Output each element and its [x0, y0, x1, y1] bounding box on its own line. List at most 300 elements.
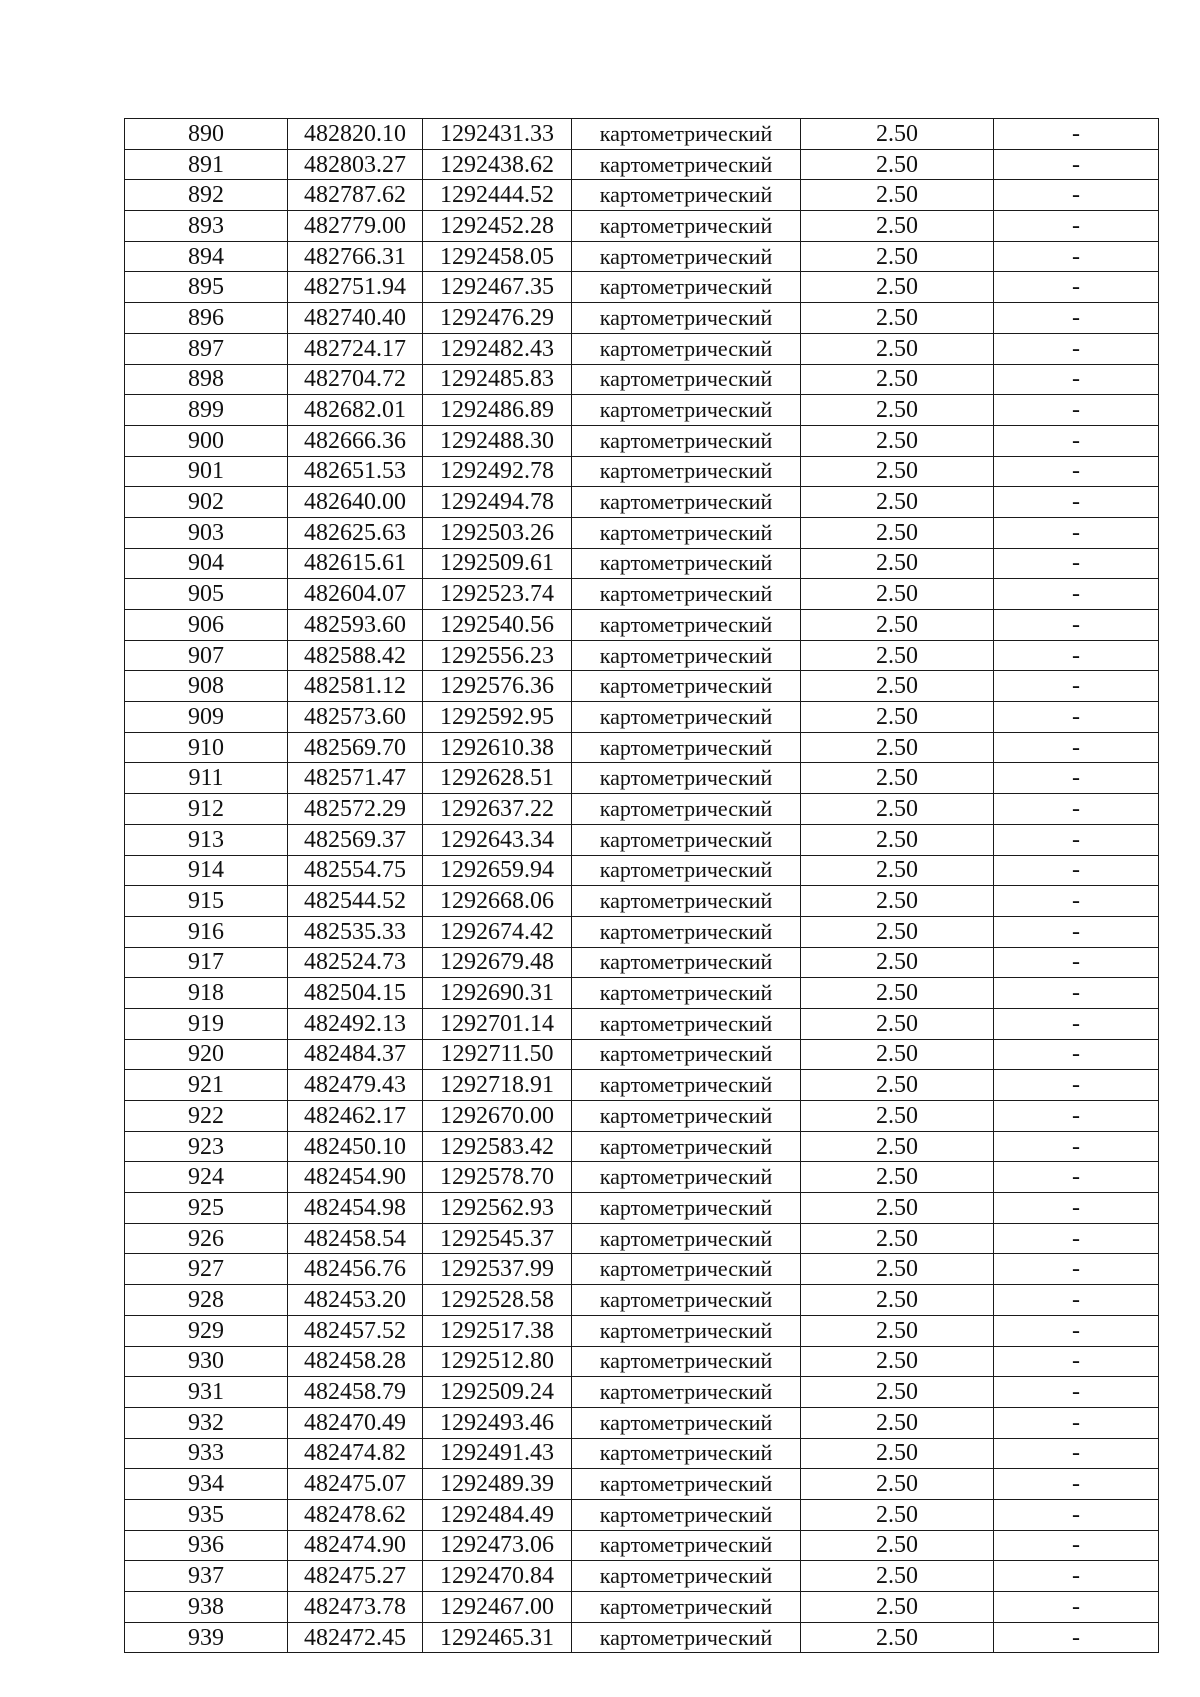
x-coordinate-cell: 482593.60	[288, 610, 423, 641]
note-cell: -	[994, 364, 1159, 395]
y-coordinate-cell: 1292540.56	[423, 610, 572, 641]
table-row	[125, 1315, 1159, 1346]
point-number-cell: 892	[125, 180, 288, 211]
table-row	[125, 1561, 1159, 1592]
point-number-cell: 890	[125, 119, 288, 150]
method-cell: картометрический	[572, 855, 801, 886]
y-coordinate-cell: 1292592.95	[423, 702, 572, 733]
accuracy-cell: 2.50	[801, 1039, 994, 1070]
point-number-cell: 934	[125, 1469, 288, 1500]
point-number-cell: 928	[125, 1285, 288, 1316]
x-coordinate-cell: 482787.62	[288, 180, 423, 211]
point-number-cell: 932	[125, 1407, 288, 1438]
y-coordinate-cell: 1292610.38	[423, 732, 572, 763]
point-number-cell: 931	[125, 1377, 288, 1408]
table-row	[125, 487, 1159, 518]
table-row	[125, 1499, 1159, 1530]
method-cell: картометрический	[572, 763, 801, 794]
accuracy-cell: 2.50	[801, 855, 994, 886]
accuracy-cell: 2.50	[801, 916, 994, 947]
x-coordinate-cell: 482581.12	[288, 671, 423, 702]
y-coordinate-cell: 1292458.05	[423, 241, 572, 272]
accuracy-cell: 2.50	[801, 548, 994, 579]
point-number-cell: 926	[125, 1223, 288, 1254]
method-cell: картометрический	[572, 1162, 801, 1193]
y-coordinate-cell: 1292485.83	[423, 364, 572, 395]
accuracy-cell: 2.50	[801, 1254, 994, 1285]
point-number-cell: 910	[125, 732, 288, 763]
accuracy-cell: 2.50	[801, 1499, 994, 1530]
x-coordinate-cell: 482554.75	[288, 855, 423, 886]
accuracy-cell: 2.50	[801, 119, 994, 150]
table-row	[125, 1469, 1159, 1500]
note-cell: -	[994, 855, 1159, 886]
coordinates-table	[124, 118, 1159, 1653]
y-coordinate-cell: 1292444.52	[423, 180, 572, 211]
y-coordinate-cell: 1292489.39	[423, 1469, 572, 1500]
note-cell: -	[994, 1039, 1159, 1070]
y-coordinate-cell: 1292556.23	[423, 640, 572, 671]
method-cell: картометрический	[572, 671, 801, 702]
accuracy-cell: 2.50	[801, 824, 994, 855]
table-row	[125, 1254, 1159, 1285]
y-coordinate-cell: 1292482.43	[423, 333, 572, 364]
y-coordinate-cell: 1292431.33	[423, 119, 572, 150]
method-cell: картометрический	[572, 794, 801, 825]
x-coordinate-cell: 482472.45	[288, 1622, 423, 1653]
point-number-cell: 922	[125, 1101, 288, 1132]
method-cell: картометрический	[572, 732, 801, 763]
accuracy-cell: 2.50	[801, 333, 994, 364]
method-cell: картометрический	[572, 824, 801, 855]
accuracy-cell: 2.50	[801, 425, 994, 456]
point-number-cell: 905	[125, 579, 288, 610]
note-cell: -	[994, 702, 1159, 733]
point-number-cell: 927	[125, 1254, 288, 1285]
x-coordinate-cell: 482820.10	[288, 119, 423, 150]
method-cell: картометрический	[572, 702, 801, 733]
accuracy-cell: 2.50	[801, 1346, 994, 1377]
method-cell: картометрический	[572, 180, 801, 211]
x-coordinate-cell: 482640.00	[288, 487, 423, 518]
point-number-cell: 936	[125, 1530, 288, 1561]
method-cell: картометрический	[572, 579, 801, 610]
point-number-cell: 930	[125, 1346, 288, 1377]
x-coordinate-cell: 482572.29	[288, 794, 423, 825]
method-cell: картометрический	[572, 272, 801, 303]
point-number-cell: 904	[125, 548, 288, 579]
x-coordinate-cell: 482453.20	[288, 1285, 423, 1316]
note-cell: -	[994, 824, 1159, 855]
method-cell: картометрический	[572, 395, 801, 426]
note-cell: -	[994, 1285, 1159, 1316]
y-coordinate-cell: 1292711.50	[423, 1039, 572, 1070]
note-cell: -	[994, 1438, 1159, 1469]
x-coordinate-cell: 482473.78	[288, 1592, 423, 1623]
point-number-cell: 911	[125, 763, 288, 794]
x-coordinate-cell: 482588.42	[288, 640, 423, 671]
note-cell: -	[994, 1469, 1159, 1500]
note-cell: -	[994, 1101, 1159, 1132]
method-cell: картометрический	[572, 548, 801, 579]
x-coordinate-cell: 482766.31	[288, 241, 423, 272]
x-coordinate-cell: 482457.52	[288, 1315, 423, 1346]
note-cell: -	[994, 425, 1159, 456]
table-row	[125, 211, 1159, 242]
note-cell: -	[994, 794, 1159, 825]
method-cell: картометрический	[572, 241, 801, 272]
table-row	[125, 517, 1159, 548]
accuracy-cell: 2.50	[801, 1070, 994, 1101]
accuracy-cell: 2.50	[801, 1315, 994, 1346]
y-coordinate-cell: 1292679.48	[423, 947, 572, 978]
method-cell: картометрический	[572, 333, 801, 364]
accuracy-cell: 2.50	[801, 886, 994, 917]
x-coordinate-cell: 482475.07	[288, 1469, 423, 1500]
table-row	[125, 1162, 1159, 1193]
table-row	[125, 395, 1159, 426]
accuracy-cell: 2.50	[801, 1622, 994, 1653]
point-number-cell: 924	[125, 1162, 288, 1193]
y-coordinate-cell: 1292486.89	[423, 395, 572, 426]
note-cell: -	[994, 732, 1159, 763]
point-number-cell: 938	[125, 1592, 288, 1623]
y-coordinate-cell: 1292465.31	[423, 1622, 572, 1653]
accuracy-cell: 2.50	[801, 763, 994, 794]
method-cell: картометрический	[572, 425, 801, 456]
x-coordinate-cell: 482450.10	[288, 1131, 423, 1162]
accuracy-cell: 2.50	[801, 732, 994, 763]
y-coordinate-cell: 1292509.24	[423, 1377, 572, 1408]
x-coordinate-cell: 482571.47	[288, 763, 423, 794]
x-coordinate-cell: 482454.98	[288, 1193, 423, 1224]
point-number-cell: 925	[125, 1193, 288, 1224]
accuracy-cell: 2.50	[801, 702, 994, 733]
note-cell: -	[994, 1407, 1159, 1438]
y-coordinate-cell: 1292493.46	[423, 1407, 572, 1438]
method-cell: картометрический	[572, 978, 801, 1009]
accuracy-cell: 2.50	[801, 1131, 994, 1162]
x-coordinate-cell: 482454.90	[288, 1162, 423, 1193]
x-coordinate-cell: 482569.70	[288, 732, 423, 763]
note-cell: -	[994, 1223, 1159, 1254]
accuracy-cell: 2.50	[801, 1438, 994, 1469]
method-cell: картометрический	[572, 1407, 801, 1438]
point-number-cell: 935	[125, 1499, 288, 1530]
note-cell: -	[994, 333, 1159, 364]
accuracy-cell: 2.50	[801, 1469, 994, 1500]
point-number-cell: 939	[125, 1622, 288, 1653]
point-number-cell: 937	[125, 1561, 288, 1592]
method-cell: картометрический	[572, 1101, 801, 1132]
note-cell: -	[994, 1254, 1159, 1285]
x-coordinate-cell: 482475.27	[288, 1561, 423, 1592]
table-row	[125, 671, 1159, 702]
accuracy-cell: 2.50	[801, 272, 994, 303]
method-cell: картометрический	[572, 1346, 801, 1377]
y-coordinate-cell: 1292637.22	[423, 794, 572, 825]
y-coordinate-cell: 1292562.93	[423, 1193, 572, 1224]
point-number-cell: 923	[125, 1131, 288, 1162]
note-cell: -	[994, 1499, 1159, 1530]
x-coordinate-cell: 482458.54	[288, 1223, 423, 1254]
note-cell: -	[994, 1162, 1159, 1193]
x-coordinate-cell: 482492.13	[288, 1008, 423, 1039]
x-coordinate-cell: 482479.43	[288, 1070, 423, 1101]
note-cell: -	[994, 916, 1159, 947]
note-cell: -	[994, 119, 1159, 150]
accuracy-cell: 2.50	[801, 303, 994, 334]
point-number-cell: 895	[125, 272, 288, 303]
x-coordinate-cell: 482478.62	[288, 1499, 423, 1530]
point-number-cell: 915	[125, 886, 288, 917]
table-row	[125, 364, 1159, 395]
accuracy-cell: 2.50	[801, 395, 994, 426]
x-coordinate-cell: 482803.27	[288, 149, 423, 180]
y-coordinate-cell: 1292578.70	[423, 1162, 572, 1193]
table-row	[125, 1070, 1159, 1101]
method-cell: картометрический	[572, 1285, 801, 1316]
x-coordinate-cell: 482666.36	[288, 425, 423, 456]
table-row	[125, 1592, 1159, 1623]
note-cell: -	[994, 1530, 1159, 1561]
table-row	[125, 732, 1159, 763]
accuracy-cell: 2.50	[801, 610, 994, 641]
point-number-cell: 909	[125, 702, 288, 733]
x-coordinate-cell: 482615.61	[288, 548, 423, 579]
x-coordinate-cell: 482569.37	[288, 824, 423, 855]
method-cell: картометрический	[572, 456, 801, 487]
note-cell: -	[994, 947, 1159, 978]
coordinates-table-body	[125, 119, 1159, 1653]
accuracy-cell: 2.50	[801, 1530, 994, 1561]
method-cell: картометрический	[572, 640, 801, 671]
y-coordinate-cell: 1292467.00	[423, 1592, 572, 1623]
point-number-cell: 901	[125, 456, 288, 487]
note-cell: -	[994, 456, 1159, 487]
note-cell: -	[994, 1315, 1159, 1346]
y-coordinate-cell: 1292492.78	[423, 456, 572, 487]
note-cell: -	[994, 610, 1159, 641]
note-cell: -	[994, 1622, 1159, 1653]
table-row	[125, 456, 1159, 487]
method-cell: картометрический	[572, 1193, 801, 1224]
table-row	[125, 702, 1159, 733]
table-row	[125, 610, 1159, 641]
table-row	[125, 149, 1159, 180]
table-row	[125, 1101, 1159, 1132]
point-number-cell: 929	[125, 1315, 288, 1346]
method-cell: картометрический	[572, 1131, 801, 1162]
method-cell: картометрический	[572, 610, 801, 641]
table-row	[125, 303, 1159, 334]
y-coordinate-cell: 1292476.29	[423, 303, 572, 334]
accuracy-cell: 2.50	[801, 149, 994, 180]
table-row	[125, 1039, 1159, 1070]
y-coordinate-cell: 1292491.43	[423, 1438, 572, 1469]
note-cell: -	[994, 1346, 1159, 1377]
x-coordinate-cell: 482474.82	[288, 1438, 423, 1469]
method-cell: картометрический	[572, 1254, 801, 1285]
accuracy-cell: 2.50	[801, 456, 994, 487]
point-number-cell: 921	[125, 1070, 288, 1101]
accuracy-cell: 2.50	[801, 180, 994, 211]
point-number-cell: 914	[125, 855, 288, 886]
accuracy-cell: 2.50	[801, 1592, 994, 1623]
accuracy-cell: 2.50	[801, 1561, 994, 1592]
x-coordinate-cell: 482751.94	[288, 272, 423, 303]
method-cell: картометрический	[572, 886, 801, 917]
method-cell: картометрический	[572, 916, 801, 947]
x-coordinate-cell: 482573.60	[288, 702, 423, 733]
point-number-cell: 894	[125, 241, 288, 272]
point-number-cell: 907	[125, 640, 288, 671]
y-coordinate-cell: 1292668.06	[423, 886, 572, 917]
x-coordinate-cell: 482544.52	[288, 886, 423, 917]
y-coordinate-cell: 1292659.94	[423, 855, 572, 886]
method-cell: картометрический	[572, 1622, 801, 1653]
note-cell: -	[994, 241, 1159, 272]
table-row	[125, 794, 1159, 825]
note-cell: -	[994, 1131, 1159, 1162]
y-coordinate-cell: 1292528.58	[423, 1285, 572, 1316]
accuracy-cell: 2.50	[801, 579, 994, 610]
y-coordinate-cell: 1292701.14	[423, 1008, 572, 1039]
point-number-cell: 933	[125, 1438, 288, 1469]
accuracy-cell: 2.50	[801, 1223, 994, 1254]
y-coordinate-cell: 1292674.42	[423, 916, 572, 947]
point-number-cell: 917	[125, 947, 288, 978]
table-row	[125, 1407, 1159, 1438]
table-row	[125, 272, 1159, 303]
accuracy-cell: 2.50	[801, 1407, 994, 1438]
y-coordinate-cell: 1292523.74	[423, 579, 572, 610]
y-coordinate-cell: 1292576.36	[423, 671, 572, 702]
y-coordinate-cell: 1292503.26	[423, 517, 572, 548]
table-row	[125, 824, 1159, 855]
table-row	[125, 978, 1159, 1009]
point-number-cell: 908	[125, 671, 288, 702]
table-row	[125, 1131, 1159, 1162]
note-cell: -	[994, 1008, 1159, 1039]
point-number-cell: 902	[125, 487, 288, 518]
note-cell: -	[994, 487, 1159, 518]
method-cell: картометрический	[572, 1530, 801, 1561]
note-cell: -	[994, 579, 1159, 610]
table-row	[125, 1438, 1159, 1469]
table-row	[125, 1622, 1159, 1653]
x-coordinate-cell: 482704.72	[288, 364, 423, 395]
point-number-cell: 920	[125, 1039, 288, 1070]
x-coordinate-cell: 482740.40	[288, 303, 423, 334]
x-coordinate-cell: 482458.79	[288, 1377, 423, 1408]
table-row	[125, 1285, 1159, 1316]
x-coordinate-cell: 482625.63	[288, 517, 423, 548]
method-cell: картометрический	[572, 1039, 801, 1070]
x-coordinate-cell: 482462.17	[288, 1101, 423, 1132]
point-number-cell: 912	[125, 794, 288, 825]
table-row	[125, 579, 1159, 610]
y-coordinate-cell: 1292467.35	[423, 272, 572, 303]
method-cell: картометрический	[572, 1469, 801, 1500]
note-cell: -	[994, 671, 1159, 702]
accuracy-cell: 2.50	[801, 794, 994, 825]
method-cell: картометрический	[572, 1315, 801, 1346]
note-cell: -	[994, 1193, 1159, 1224]
method-cell: картометрический	[572, 517, 801, 548]
y-coordinate-cell: 1292438.62	[423, 149, 572, 180]
y-coordinate-cell: 1292488.30	[423, 425, 572, 456]
note-cell: -	[994, 1592, 1159, 1623]
x-coordinate-cell: 482504.15	[288, 978, 423, 1009]
note-cell: -	[994, 763, 1159, 794]
note-cell: -	[994, 1377, 1159, 1408]
x-coordinate-cell: 482524.73	[288, 947, 423, 978]
accuracy-cell: 2.50	[801, 211, 994, 242]
point-number-cell: 906	[125, 610, 288, 641]
table-row	[125, 947, 1159, 978]
note-cell: -	[994, 303, 1159, 334]
accuracy-cell: 2.50	[801, 364, 994, 395]
y-coordinate-cell: 1292473.06	[423, 1530, 572, 1561]
accuracy-cell: 2.50	[801, 1377, 994, 1408]
point-number-cell: 891	[125, 149, 288, 180]
point-number-cell: 913	[125, 824, 288, 855]
y-coordinate-cell: 1292509.61	[423, 548, 572, 579]
y-coordinate-cell: 1292545.37	[423, 1223, 572, 1254]
point-number-cell: 916	[125, 916, 288, 947]
accuracy-cell: 2.50	[801, 517, 994, 548]
point-number-cell: 919	[125, 1008, 288, 1039]
table-row	[125, 119, 1159, 150]
y-coordinate-cell: 1292670.00	[423, 1101, 572, 1132]
note-cell: -	[994, 395, 1159, 426]
point-number-cell: 897	[125, 333, 288, 364]
method-cell: картометрический	[572, 303, 801, 334]
note-cell: -	[994, 548, 1159, 579]
x-coordinate-cell: 482458.28	[288, 1346, 423, 1377]
document-page	[124, 118, 1152, 1653]
method-cell: картометрический	[572, 1592, 801, 1623]
method-cell: картометрический	[572, 487, 801, 518]
x-coordinate-cell: 482779.00	[288, 211, 423, 242]
method-cell: картометрический	[572, 1223, 801, 1254]
x-coordinate-cell: 482456.76	[288, 1254, 423, 1285]
point-number-cell: 899	[125, 395, 288, 426]
table-row	[125, 548, 1159, 579]
method-cell: картометрический	[572, 1561, 801, 1592]
table-row	[125, 1193, 1159, 1224]
y-coordinate-cell: 1292537.99	[423, 1254, 572, 1285]
table-row	[125, 241, 1159, 272]
x-coordinate-cell: 482724.17	[288, 333, 423, 364]
table-row	[125, 916, 1159, 947]
y-coordinate-cell: 1292690.31	[423, 978, 572, 1009]
y-coordinate-cell: 1292452.28	[423, 211, 572, 242]
table-row	[125, 425, 1159, 456]
note-cell: -	[994, 180, 1159, 211]
table-row	[125, 1530, 1159, 1561]
table-row	[125, 1377, 1159, 1408]
point-number-cell: 893	[125, 211, 288, 242]
note-cell: -	[994, 1070, 1159, 1101]
y-coordinate-cell: 1292643.34	[423, 824, 572, 855]
accuracy-cell: 2.50	[801, 1008, 994, 1039]
accuracy-cell: 2.50	[801, 487, 994, 518]
y-coordinate-cell: 1292517.38	[423, 1315, 572, 1346]
y-coordinate-cell: 1292512.80	[423, 1346, 572, 1377]
point-number-cell: 900	[125, 425, 288, 456]
